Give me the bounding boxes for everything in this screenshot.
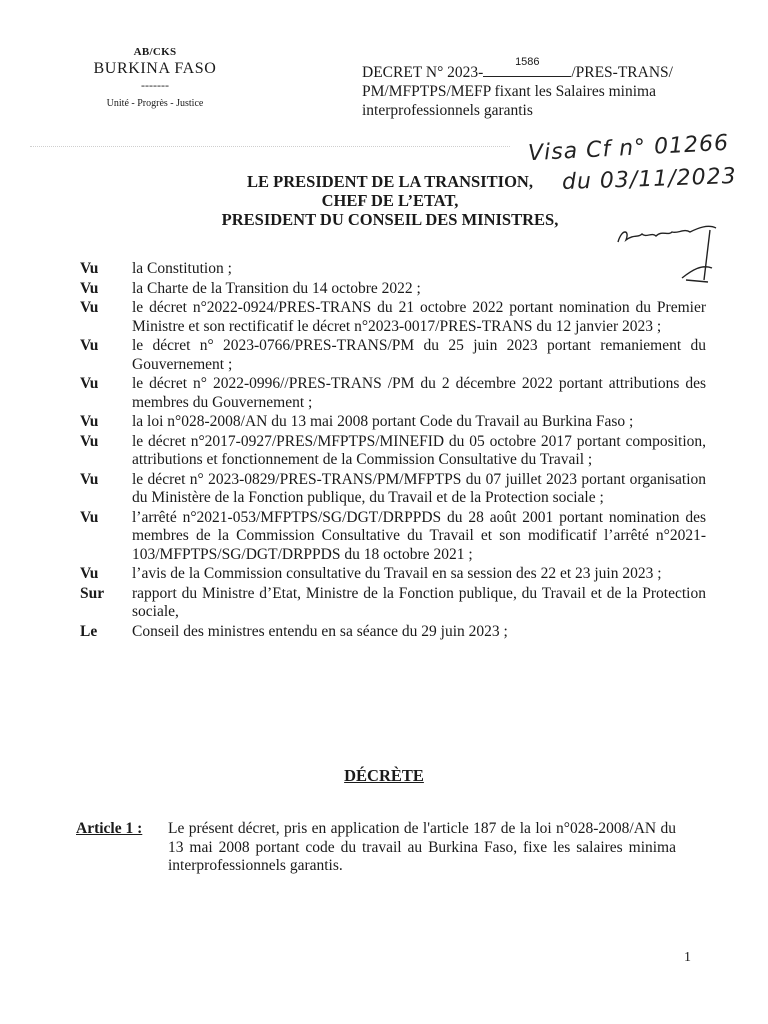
consideration-item <box>76 565 706 584</box>
consideration-text: la Charte de la Transition du 14 octobre 2022 ; <box>132 279 421 297</box>
decree-title-line2: PM/MFPTPS/MEFP fixant les Salaires minima <box>362 83 656 100</box>
consideration-label: Vu <box>80 260 99 277</box>
decree-title <box>362 56 722 120</box>
scan-artifact <box>30 146 510 149</box>
page-number: 1 <box>684 950 691 965</box>
consideration-text: l’arrêté n°2021-053/MFPTPS/SG/DGT/DRPPDS du 28 août 2001 portant nomination des membres de la Commission Consultative du Travail et son modificatif l’arrêté n°2021-103/MFPTPS/SG/DGT/DRPPDS du 18 octobre 2021 ; <box>132 508 706 563</box>
consideration-text: l’avis de la Commission consultative du Travail en sa session des 22 et 23 juin 2023 ; <box>132 565 662 582</box>
consideration-item <box>76 471 706 508</box>
handwritten-visa: Visa Cf n° 01266 <box>527 130 730 167</box>
consideration-text: le décret n°2017-0927/PRES/MFPTPS/MINEFID du 05 octobre 2017 portant composition, attributions et fonctionnement de la Commission Consultative du Travail ; <box>132 432 706 468</box>
consideration-label: Le <box>80 622 98 640</box>
considerations-list <box>76 260 706 642</box>
decree-suffix: /PRES-TRANS/ <box>571 64 673 81</box>
country-name: BURKINA FASO <box>93 60 217 77</box>
national-motto: Unité - Progrès - Justice <box>106 98 204 109</box>
decree-number: 1586 <box>515 56 540 68</box>
article-text: Le présent décret, pris en application de l'article 187 de la loi n°028-2008/AN du 13 mai 2008 portant code du travail au Burkina Faso, fixe les salaires minima interprofessionnels garantis. <box>168 820 676 874</box>
separator: ------- <box>141 78 169 92</box>
consideration-label: Vu <box>80 337 99 354</box>
consideration-text: le décret n° 2023-0829/PRES-TRANS/PM/MFPTPS du 07 juillet 2023 portant organisation du Ministère de la Fonction publique, du Travail et de la Protection sociale ; <box>132 470 706 506</box>
consideration-label: Vu <box>80 413 99 430</box>
consideration-item <box>76 299 706 336</box>
consideration-item <box>76 413 706 432</box>
consideration-item <box>76 375 706 412</box>
consideration-item <box>76 433 706 470</box>
consideration-label: Vu <box>80 299 99 316</box>
consideration-text: la Constitution ; <box>132 260 232 277</box>
decree-number-field <box>483 56 571 77</box>
article-label: Article 1 : <box>76 820 143 837</box>
handwritten-visa-date: du 03/11/2023 <box>561 163 738 196</box>
president-line2: CHEF DE L’ETAT, <box>321 191 459 210</box>
decree-prefix: DECRET N° 2023- <box>362 64 484 81</box>
consideration-text: Conseil des ministres entendu en sa séance du 29 juin 2023 ; <box>132 622 508 640</box>
consideration-text: le décret n°2022-0924/PRES-TRANS du 21 octobre 2022 portant nomination du Premier Ministre et son rectificatif le décret n°2023-0017/PRES-TRANS du 12 janvier 2023 ; <box>132 299 706 335</box>
consideration-label: Vu <box>80 279 99 297</box>
consideration-item <box>76 509 706 565</box>
decrete-heading <box>0 766 768 786</box>
issuer-block <box>80 46 230 109</box>
decrete-text: DÉCRÈTE <box>344 766 424 785</box>
consideration-text: rapport du Ministre d’Etat, Ministre de la Fonction publique, du Travail et de la Protection sociale, <box>132 584 706 620</box>
reference-code: AB/CKS <box>133 46 177 58</box>
consideration-label: Vu <box>80 470 99 488</box>
consideration-text: le décret n° 2022-0996//PRES-TRANS /PM du 2 décembre 2022 portant attributions des membres du Gouvernement ; <box>132 375 706 411</box>
president-line1: LE PRESIDENT DE LA TRANSITION, <box>247 172 533 191</box>
president-line3: PRESIDENT DU CONSEIL DES MINISTRES, <box>221 210 559 229</box>
consideration-item <box>76 260 706 279</box>
president-heading <box>190 172 590 229</box>
decree-title-line3: interprofessionnels garantis <box>362 102 533 119</box>
consideration-label: Sur <box>80 584 105 602</box>
article-1 <box>76 820 676 876</box>
consideration-label: Vu <box>80 375 99 392</box>
consideration-label: Vu <box>80 432 99 450</box>
consideration-text: le décret n° 2023-0766/PRES-TRANS/PM du 25 juin 2023 portant remaniement du Gouvernement ; <box>132 337 706 373</box>
consideration-item <box>76 280 706 299</box>
consideration-text: la loi n°028-2008/AN du 13 mai 2008 portant Code du Travail au Burkina Faso ; <box>132 413 634 430</box>
consideration-item <box>76 623 706 642</box>
consideration-item <box>76 337 706 374</box>
consideration-item <box>76 585 706 622</box>
consideration-label: Vu <box>80 565 99 582</box>
consideration-label: Vu <box>80 508 99 526</box>
